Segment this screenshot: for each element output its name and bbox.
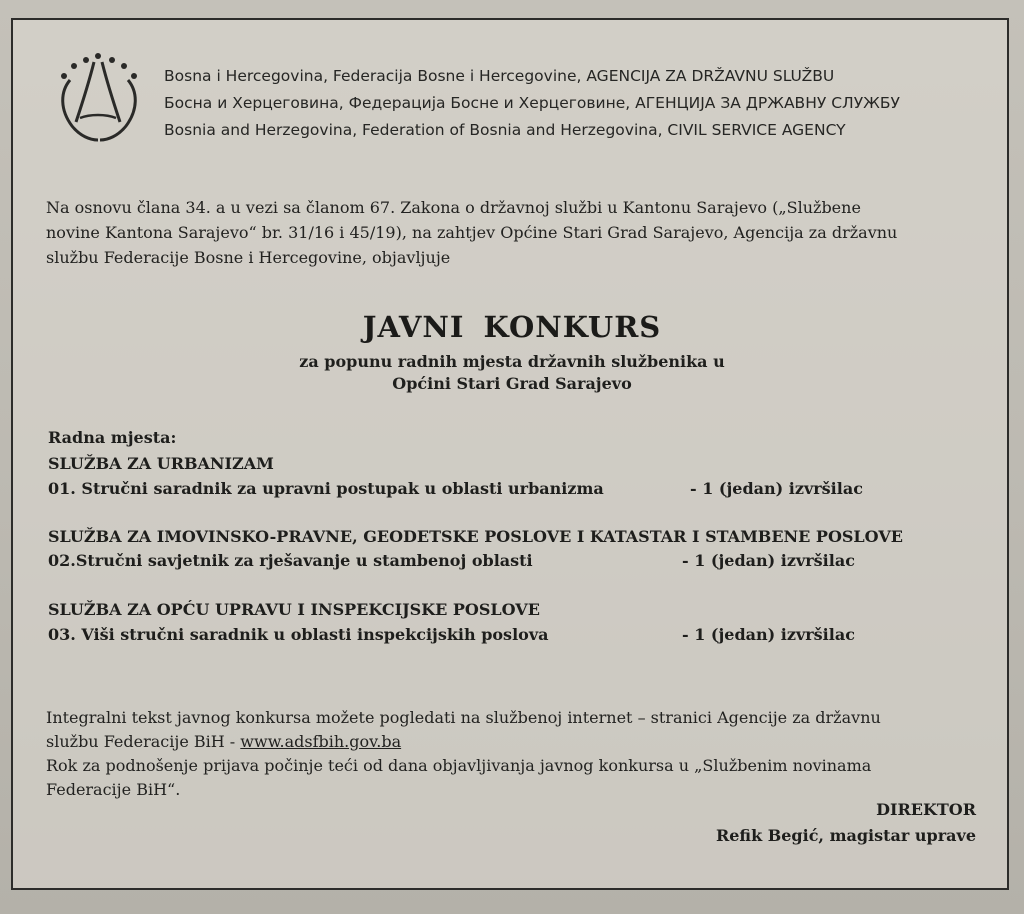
agency-header: [50, 48, 970, 158]
section-name: SLUŽBA ZA IMOVINSKO-PRAVNE, GEODETSKE POSLOVE I KATASTAR I STAMBENE POSLOVE: [48, 527, 903, 546]
signature-name: Refik Begić, magistar uprave: [715, 826, 976, 845]
position-row: [48, 551, 968, 570]
notice-subtitle-municipality: Općini Stari Grad Sarajevo: [392, 374, 632, 393]
positions-heading: Radna mjesta:: [48, 428, 177, 447]
signature-role: DIREKTOR: [876, 800, 976, 819]
position-count: - 1 (jedan) izvršilac: [690, 479, 863, 498]
notice-title: JAVNI KONKURS: [362, 310, 662, 344]
intro-line: novine Kantona Sarajevo“ br. 31/16 i 45/19), na zahtjev Općine Stari Grad Sarajevo, Agencija za državnu: [46, 223, 898, 242]
notice-subtitle: za popunu radnih mjesta državnih službenika u: [299, 352, 725, 371]
position-title: 01. Stručni saradnik za upravni postupak u oblasti urbanizma: [48, 479, 604, 498]
footer-line: Integralni tekst javnog konkursa možete pogledati na službenoj internet – stranici Agencije za državnu: [46, 708, 881, 727]
position-row: [48, 479, 968, 498]
section-name: SLUŽBA ZA URBANIZAM: [48, 454, 274, 473]
position-title: 03. Viši stručni saradnik u oblasti inspekcijskih poslova: [48, 625, 549, 644]
position-title: 02.Stručni savjetnik za rješavanje u stambenoj oblasti: [48, 551, 533, 570]
footer-paragraph: [46, 706, 976, 802]
position-count: - 1 (jedan) izvršilac: [682, 551, 855, 570]
signature-block: [716, 797, 976, 849]
position-count: - 1 (jedan) izvršilac: [682, 625, 855, 644]
section-name: SLUŽBA ZA OPĆU UPRAVU I INSPEKCIJSKE POSLOVE: [48, 600, 540, 619]
footer-line: Rok za podnošenje prijava počinje teći od dana objavljivanja javnog konkursa u „Službenim novinama: [46, 756, 872, 775]
position-row: [48, 625, 968, 644]
intro-paragraph: [46, 195, 976, 270]
agency-website-link[interactable]: www.adsfbih.gov.ba: [240, 732, 402, 751]
agency-name-latin: Bosna i Hercegovina, Federacija Bosne i Hercegovine, AGENCIJA ZA DRŽAVNU SLUŽBU: [164, 67, 835, 85]
agency-name-english: Bosnia and Herzegovina, Federation of Bosnia and Herzegovina, CIVIL SERVICE AGENCY: [164, 121, 846, 139]
footer-line: [46, 730, 976, 754]
intro-line: Na osnovu člana 34. a u vezi sa članom 67. Zakona o državnoj službi u Kantonu Sarajevo („Službene: [46, 198, 861, 217]
intro-line: službu Federacije Bosne i Hercegovine, objavljuje: [46, 248, 451, 267]
footer-line-prefix: službu Federacije BiH -: [46, 732, 241, 751]
footer-line: Federacije BiH“.: [46, 780, 181, 799]
agency-logo-icon: [50, 48, 150, 148]
agency-name-cyrillic: Босна и Херцеговина, Федерација Босне и Херцеговине, АГЕНЦИЈА ЗА ДРЖАВНУ СЛУЖБУ: [164, 94, 900, 112]
